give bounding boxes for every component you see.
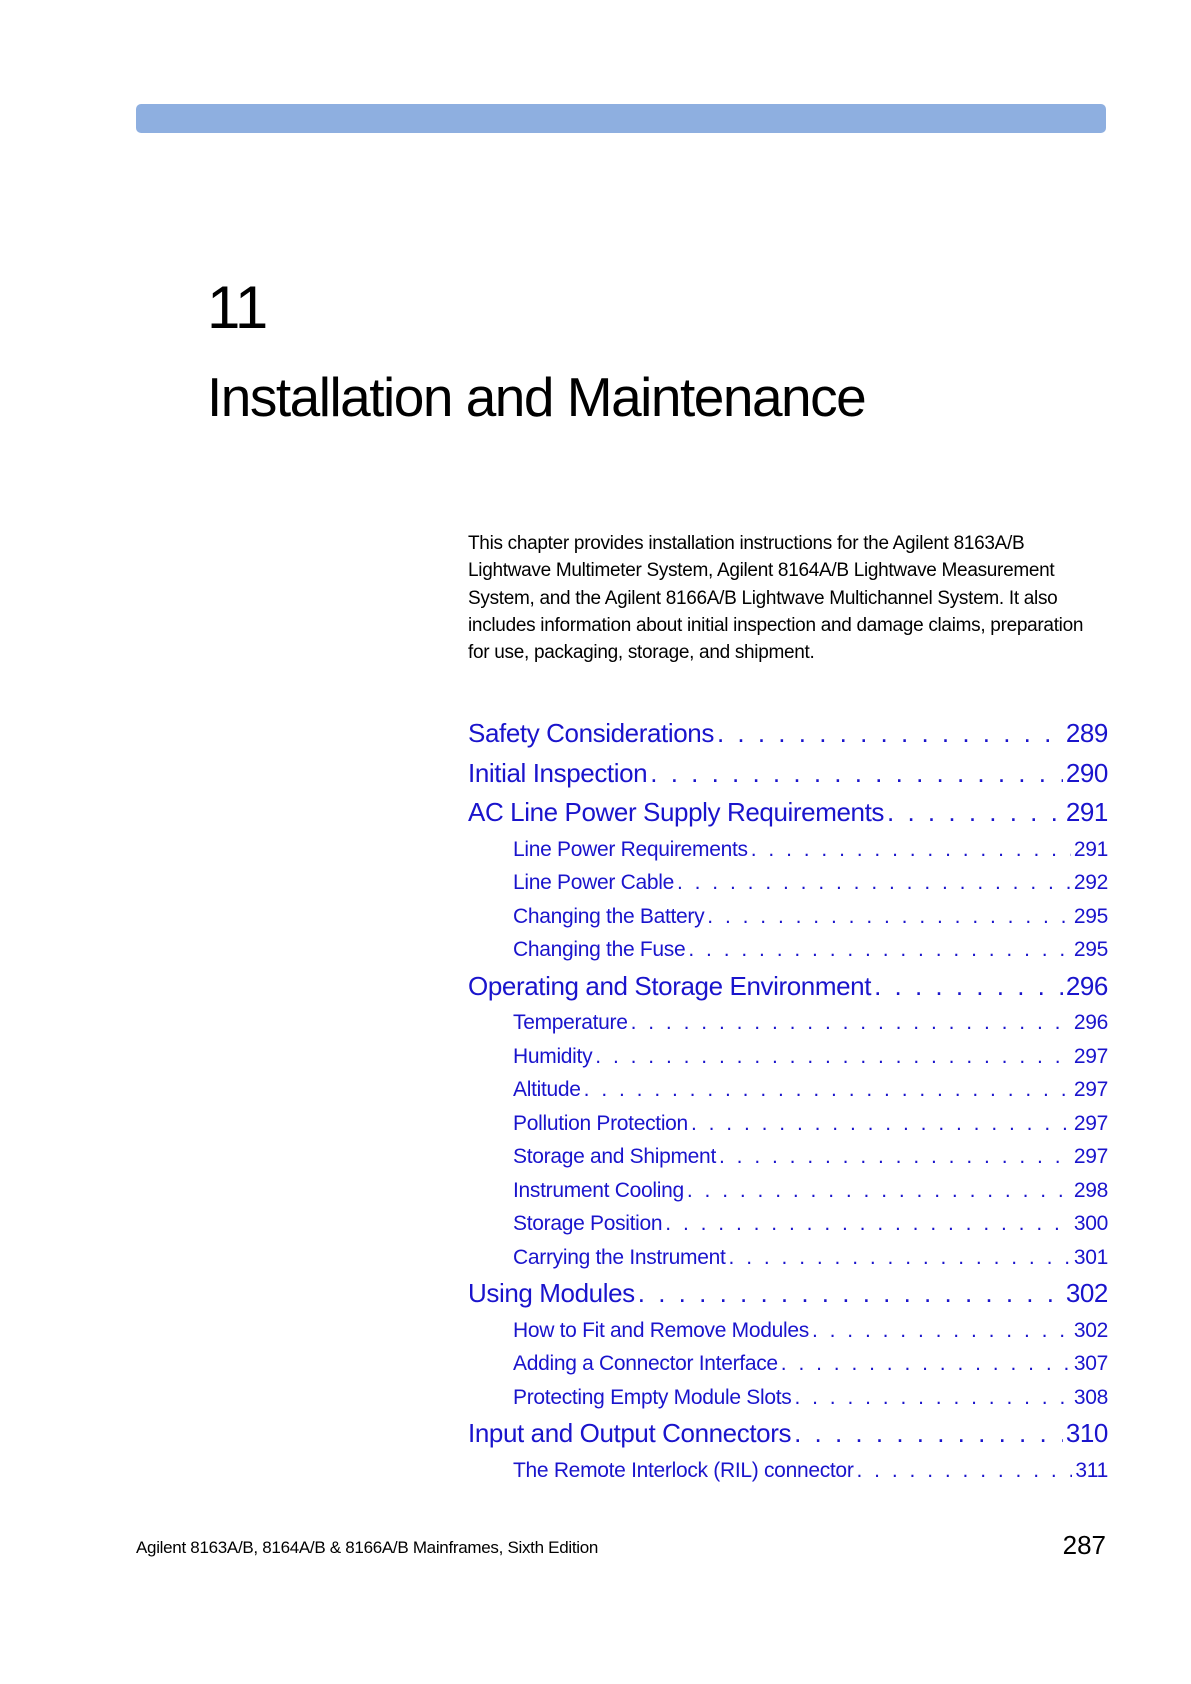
toc-leader: [691, 1107, 1071, 1141]
toc-entry-storage-position[interactable]: [468, 1207, 1108, 1241]
toc-entry-page: 298: [1073, 1178, 1108, 1202]
toc-entry-page: 292: [1073, 871, 1108, 894]
toc-entry-safety-considerations[interactable]: [468, 714, 1108, 754]
toc-entry-connector-interface[interactable]: [468, 1347, 1108, 1381]
toc-entry-title: Changing the Fuse: [513, 938, 686, 961]
toc-entry-page: 297: [1073, 1044, 1108, 1068]
toc-entry-page: 290: [1065, 757, 1108, 788]
toc-entry-title: Changing the Battery: [513, 904, 705, 928]
toc-entry-page: 308: [1073, 1385, 1108, 1409]
toc-entry-page: 302: [1065, 1278, 1108, 1308]
toc-entry-page: 310: [1065, 1418, 1108, 1448]
toc-entry-changing-battery[interactable]: [468, 900, 1108, 934]
toc-entry-storage-shipment[interactable]: [468, 1140, 1108, 1174]
toc-entry-empty-module-slots[interactable]: [468, 1381, 1108, 1415]
toc-entry-page: 302: [1073, 1318, 1108, 1342]
toc-entry-page: 297: [1073, 1111, 1108, 1135]
toc-entry-operating-environment[interactable]: [468, 967, 1108, 1007]
toc-entry-page: 307: [1073, 1352, 1108, 1375]
toc-entry-title: Altitude: [513, 1078, 581, 1101]
toc-leader: [719, 1140, 1071, 1174]
footer-edition: Agilent 8163A/B, 8164A/B & 8166A/B Mainframes, Sixth Edition: [136, 1538, 599, 1557]
toc-leader: [707, 900, 1071, 934]
toc-leader: [857, 1454, 1073, 1488]
toc-entry-page: 296: [1073, 1011, 1108, 1034]
toc-entry-remote-interlock[interactable]: [468, 1454, 1108, 1488]
toc-entry-ac-line-power[interactable]: [468, 793, 1108, 833]
toc-entry-pollution-protection[interactable]: [468, 1107, 1108, 1141]
toc-entry-line-power-cable[interactable]: [468, 866, 1108, 900]
toc-entry-title: How to Fit and Remove Modules: [513, 1318, 809, 1342]
toc-leader: [717, 714, 1063, 754]
toc-entry-title: The Remote Interlock (RIL) connector: [513, 1458, 854, 1482]
toc-leader: [688, 933, 1071, 967]
toc-entry-title: Storage Position: [513, 1212, 663, 1235]
toc-entry-input-output-connectors[interactable]: [468, 1414, 1108, 1454]
toc-leader: [887, 793, 1063, 833]
toc-entry-title: Instrument Cooling: [513, 1178, 684, 1202]
toc-entry-title: Input and Output Connectors: [468, 1418, 792, 1448]
toc-entry-title: Using Modules: [468, 1278, 635, 1308]
chapter-title: Installation and Maintenance: [207, 366, 866, 428]
toc-entry-fit-remove-modules[interactable]: [468, 1314, 1108, 1348]
toc-entry-title: Operating and Storage Environment: [468, 970, 872, 1001]
toc-entry-line-power-requirements[interactable]: [468, 833, 1108, 867]
toc-entry-title: Adding a Connector Interface: [513, 1352, 778, 1375]
toc-leader: [665, 1207, 1071, 1241]
toc-entry-page: 296: [1065, 970, 1108, 1001]
toc-entry-title: AC Line Power Supply Requirements: [468, 797, 885, 827]
toc-entry-title: Line Power Cable: [513, 871, 674, 894]
toc-entry-page: 311: [1075, 1458, 1108, 1482]
chapter-number: 11: [207, 274, 268, 341]
chapter-intro: This chapter provides installation instructions for the Agilent 8163A/B Lightwave Multimeter System, Agilent 8164A/B Lightwave Measurement System, and the Agilent 8166A/B Lightwave Multichannel System. It also includes information about initial inspection and damage claims, preparation for use, packaging, storage, and shipment.: [468, 533, 1084, 664]
toc-leader: [812, 1314, 1071, 1348]
toc-leader: [781, 1347, 1071, 1381]
header-bar: [136, 104, 1106, 133]
toc-entry-page: 295: [1073, 904, 1108, 928]
toc-leader: [751, 833, 1071, 867]
toc-leader: [677, 866, 1071, 900]
toc-leader: [631, 1006, 1071, 1040]
toc-entry-page: 297: [1073, 1145, 1108, 1168]
toc-entry-humidity[interactable]: [468, 1040, 1108, 1074]
toc-entry-page: 291: [1065, 797, 1108, 827]
toc-leader: [584, 1073, 1071, 1107]
toc-entry-title: Storage and Shipment: [513, 1145, 716, 1168]
toc-entry-title: Protecting Empty Module Slots: [513, 1385, 792, 1409]
toc-entry-title: Line Power Requirements: [513, 837, 748, 861]
toc-leader: [794, 1414, 1063, 1454]
toc-leader: [729, 1241, 1071, 1275]
toc-entry-temperature[interactable]: [468, 1006, 1108, 1040]
toc-entry-page: 300: [1073, 1212, 1108, 1235]
toc-entry-carrying-instrument[interactable]: [468, 1241, 1108, 1275]
toc-entry-instrument-cooling[interactable]: [468, 1174, 1108, 1208]
toc-entry-changing-fuse[interactable]: [468, 933, 1108, 967]
toc-entry-page: 301: [1073, 1245, 1108, 1269]
toc-entry-page: 289: [1065, 718, 1108, 748]
toc-entry-title: Pollution Protection: [513, 1111, 688, 1135]
page-number: 287: [1062, 1530, 1106, 1560]
toc-entry-using-modules[interactable]: [468, 1274, 1108, 1314]
toc-leader: [638, 1274, 1063, 1314]
toc-entry-title: Humidity: [513, 1044, 593, 1068]
toc-entry-altitude[interactable]: [468, 1073, 1108, 1107]
toc-entry-title: Carrying the Instrument: [513, 1245, 726, 1269]
toc-entry-page: 297: [1073, 1078, 1108, 1101]
toc-leader: [874, 967, 1063, 1007]
toc-entry-title: Safety Considerations: [468, 718, 714, 748]
toc-leader: [687, 1174, 1071, 1208]
toc-leader: [794, 1381, 1070, 1415]
toc-entry-initial-inspection[interactable]: [468, 754, 1108, 794]
toc-entry-title: Initial Inspection: [468, 757, 648, 788]
toc-entry-page: 295: [1073, 938, 1108, 961]
toc-leader: [650, 754, 1063, 794]
table-of-contents: [468, 714, 1108, 1487]
toc-leader: [595, 1040, 1071, 1074]
toc-entry-page: 291: [1073, 837, 1108, 861]
toc-entry-title: Temperature: [513, 1011, 628, 1034]
